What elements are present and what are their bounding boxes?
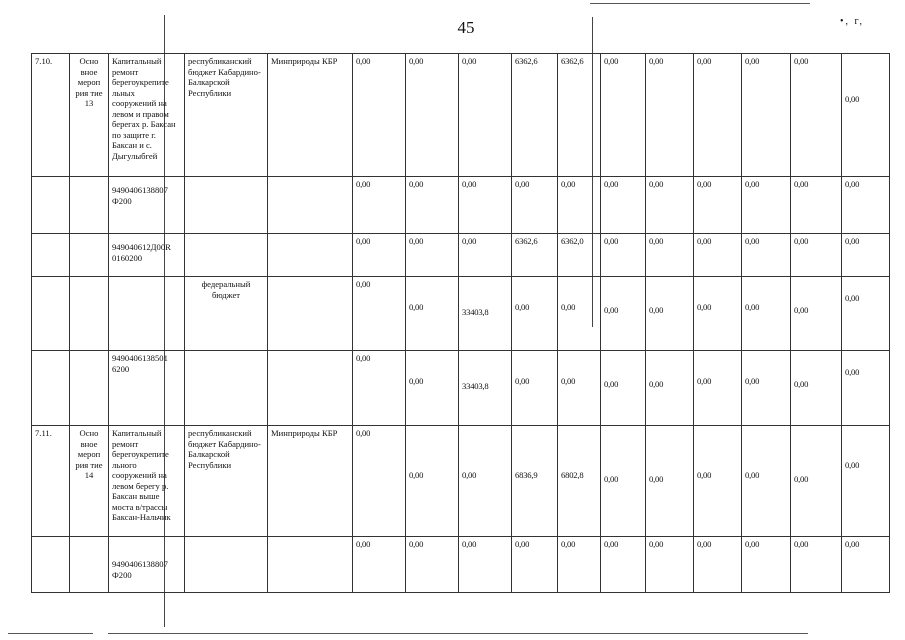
value-cell-text: 0,00 [649, 179, 664, 189]
event-type [70, 234, 109, 277]
value-cell [512, 277, 558, 351]
value-cell [694, 277, 742, 351]
value-cell [742, 537, 791, 593]
value-cell [353, 277, 406, 351]
value-cell [646, 277, 694, 351]
value-cell-text: 0,00 [845, 293, 860, 303]
value-cell-text: 0,00 [515, 179, 530, 189]
table-row [32, 426, 890, 537]
value-cell [791, 277, 842, 351]
value-cell-text: 0,00 [604, 179, 619, 189]
value-cell [694, 54, 742, 177]
value-cell [459, 177, 512, 234]
value-cell-text: 0,00 [409, 539, 424, 549]
executor [268, 351, 353, 426]
value-cell-text: 0,00 [697, 179, 712, 189]
value-cell [791, 537, 842, 593]
value-cell-text: 0,00 [462, 56, 477, 66]
row-number [32, 177, 70, 234]
value-cell-text: 0,00 [356, 56, 371, 66]
row-number: 7.11. [32, 426, 70, 537]
value-cell [353, 351, 406, 426]
value-cell-text: 0,00 [649, 56, 664, 66]
value-cell [646, 54, 694, 177]
value-cell [406, 277, 459, 351]
table-row [32, 234, 890, 277]
value-cell [353, 234, 406, 277]
event-type [70, 351, 109, 426]
value-cell [842, 426, 890, 537]
value-cell-text: 0,00 [462, 539, 477, 549]
value-cell-text: 0,00 [515, 376, 530, 386]
value-cell-text: 0,00 [745, 302, 760, 312]
value-cell [601, 177, 646, 234]
value-cell-text: 0,00 [604, 474, 619, 484]
value-cell [601, 277, 646, 351]
funding-source [185, 177, 268, 234]
value-cell-text: 0,00 [697, 470, 712, 480]
value-cell [842, 351, 890, 426]
value-cell [842, 177, 890, 234]
value-cell-text: 0,00 [745, 179, 760, 189]
value-cell-text: 0,00 [409, 376, 424, 386]
event-name: 9490406138807 Ф200 [109, 177, 185, 234]
funding-source: республиканский бюджет Кабардино-Балкарской Республики [185, 54, 268, 177]
value-cell [353, 426, 406, 537]
value-cell-text: 0,00 [462, 236, 477, 246]
value-cell-text: 0,00 [745, 539, 760, 549]
value-cell-text: 0,00 [356, 353, 371, 363]
value-cell-text: 0,00 [745, 376, 760, 386]
value-cell [791, 177, 842, 234]
value-cell [742, 54, 791, 177]
value-cell [459, 234, 512, 277]
value-cell [406, 537, 459, 593]
value-cell-text: 0,00 [649, 474, 664, 484]
value-cell-text: 0,00 [745, 56, 760, 66]
value-cell-text: 6836,9 [515, 470, 538, 480]
value-cell [353, 54, 406, 177]
value-cell [406, 351, 459, 426]
executor: Минприроды КБР [268, 54, 353, 177]
value-cell [406, 234, 459, 277]
scan-top-line [590, 3, 810, 4]
value-cell [459, 277, 512, 351]
value-cell-text: 0,00 [409, 470, 424, 480]
value-cell-text: 0,00 [561, 539, 576, 549]
value-cell [646, 234, 694, 277]
value-cell [512, 177, 558, 234]
value-cell [694, 177, 742, 234]
value-cell [406, 426, 459, 537]
funding-source [185, 234, 268, 277]
value-cell [694, 537, 742, 593]
value-cell [558, 351, 601, 426]
value-cell [512, 426, 558, 537]
value-cell [459, 537, 512, 593]
value-cell-text: 0,00 [409, 179, 424, 189]
value-cell [558, 426, 601, 537]
value-cell [353, 537, 406, 593]
value-cell-text: 0,00 [356, 179, 371, 189]
row-number [32, 234, 70, 277]
value-cell-text: 0,00 [794, 474, 809, 484]
value-cell-text: 0,00 [697, 539, 712, 549]
row-number [32, 277, 70, 351]
value-cell-text: 0,00 [794, 379, 809, 389]
value-cell-text: 0,00 [697, 236, 712, 246]
value-cell-text: 0,00 [515, 302, 530, 312]
value-cell-text: 0,00 [845, 539, 860, 549]
value-cell [742, 177, 791, 234]
table-row [32, 177, 890, 234]
value-cell-text: 0,00 [745, 470, 760, 480]
value-cell [694, 351, 742, 426]
value-cell-text: 0,00 [845, 179, 860, 189]
value-cell-text: 0,00 [697, 302, 712, 312]
value-cell [694, 234, 742, 277]
value-cell-text: 0,00 [604, 379, 619, 389]
value-cell [512, 234, 558, 277]
value-cell [791, 54, 842, 177]
value-cell-text: 33403,8 [462, 381, 489, 391]
executor [268, 277, 353, 351]
value-cell-text: 0,00 [649, 236, 664, 246]
funding-source [185, 351, 268, 426]
value-cell [459, 54, 512, 177]
value-cell [742, 351, 791, 426]
value-cell-text: 0,00 [409, 302, 424, 312]
page-number: 45 [457, 18, 475, 37]
value-cell [842, 537, 890, 593]
value-cell-text: 6362,6 [561, 56, 584, 66]
scan-bottom-line [8, 633, 93, 634]
value-cell [558, 277, 601, 351]
value-cell [558, 177, 601, 234]
executor [268, 234, 353, 277]
event-name [109, 277, 185, 351]
value-cell [601, 54, 646, 177]
value-cell-text: 0,00 [604, 305, 619, 315]
value-cell [406, 54, 459, 177]
funding-source: федеральный бюджет [185, 277, 268, 351]
value-cell [842, 54, 890, 177]
event-name: 9490406138807 Ф200 [109, 537, 185, 593]
row-number [32, 351, 70, 426]
value-cell [694, 426, 742, 537]
value-cell-text: 6802,8 [561, 470, 584, 480]
top-right-marks: •, г, [840, 16, 864, 27]
executor [268, 177, 353, 234]
table-row [32, 54, 890, 177]
budget-table [31, 53, 890, 593]
value-cell-text: 6362,6 [515, 56, 538, 66]
value-cell [791, 234, 842, 277]
value-cell-text: 0,00 [794, 56, 809, 66]
value-cell-text: 0,00 [604, 236, 619, 246]
value-cell [512, 537, 558, 593]
table-row [32, 277, 890, 351]
value-cell-text: 0,00 [462, 179, 477, 189]
value-cell [353, 177, 406, 234]
value-cell-text: 0,00 [794, 179, 809, 189]
event-type [70, 537, 109, 593]
value-cell [512, 351, 558, 426]
row-number [32, 537, 70, 593]
value-cell-text: 0,00 [561, 302, 576, 312]
value-cell [601, 426, 646, 537]
value-cell [512, 54, 558, 177]
value-cell [459, 351, 512, 426]
value-cell-text: 0,00 [409, 56, 424, 66]
value-cell [742, 426, 791, 537]
value-cell-text: 0,00 [845, 367, 860, 377]
event-type: Осно вное мероп рия тие 13 [70, 54, 109, 177]
value-cell [459, 426, 512, 537]
value-cell-text: 0,00 [745, 236, 760, 246]
value-cell-text: 6362,6 [515, 236, 538, 246]
table-row [32, 351, 890, 426]
value-cell-text: 0,00 [794, 305, 809, 315]
event-name: 9490406138501 6200 [109, 351, 185, 426]
value-cell [842, 277, 890, 351]
value-cell-text: 0,00 [356, 539, 371, 549]
value-cell [646, 177, 694, 234]
scan-bottom-line [108, 633, 808, 634]
value-cell-text: 0,00 [649, 539, 664, 549]
value-cell [742, 234, 791, 277]
value-cell [791, 351, 842, 426]
value-cell-text: 0,00 [649, 379, 664, 389]
funding-source: республиканский бюджет Кабардино-Балкарской Республики [185, 426, 268, 537]
value-cell [842, 234, 890, 277]
event-type: Осно вное мероп рия тие 14 [70, 426, 109, 537]
value-cell-text: 0,00 [697, 56, 712, 66]
table-row [32, 537, 890, 593]
value-cell-text: 0,00 [845, 460, 860, 470]
value-cell-text: 0,00 [794, 539, 809, 549]
value-cell [406, 177, 459, 234]
row-number: 7.10. [32, 54, 70, 177]
value-cell [791, 426, 842, 537]
event-type [70, 277, 109, 351]
value-cell-text: 0,00 [515, 539, 530, 549]
value-cell-text: 0,00 [356, 279, 371, 289]
value-cell-text: 0,00 [409, 236, 424, 246]
value-cell-text: 0,00 [604, 539, 619, 549]
value-cell-text: 0,00 [697, 376, 712, 386]
event-type [70, 177, 109, 234]
value-cell-text: 0,00 [845, 236, 860, 246]
value-cell [646, 351, 694, 426]
value-cell-text: 0,00 [604, 56, 619, 66]
value-cell [558, 54, 601, 177]
value-cell [558, 234, 601, 277]
value-cell-text: 0,00 [561, 376, 576, 386]
funding-source [185, 537, 268, 593]
value-cell [601, 537, 646, 593]
value-cell-text: 0,00 [356, 428, 371, 438]
value-cell-text: 33403,8 [462, 307, 489, 317]
value-cell-text: 0,00 [649, 305, 664, 315]
value-cell-text: 0,00 [794, 236, 809, 246]
executor: Минприроды КБР [268, 426, 353, 537]
event-name: Капитальный ремонт берегоукрепите льных сооружений на левом и правом берегах р. Баксан по защите г. Баксан и с. Дыгулыбгей [109, 54, 185, 177]
value-cell [646, 537, 694, 593]
value-cell [601, 351, 646, 426]
value-cell-text: 6362,0 [561, 236, 584, 246]
event-name: 949040612Д00R 0160200 [109, 234, 185, 277]
value-cell-text: 0,00 [462, 470, 477, 480]
value-cell [601, 234, 646, 277]
value-cell [646, 426, 694, 537]
value-cell-text: 0,00 [561, 179, 576, 189]
value-cell-text: 0,00 [356, 236, 371, 246]
value-cell [742, 277, 791, 351]
executor [268, 537, 353, 593]
value-cell-text: 0,00 [845, 94, 860, 104]
value-cell [558, 537, 601, 593]
event-name: Капитальный ремонт берегоукрепите льного сооружений на левом берегу р. Баксан выше моста в/трассы Баксан-Нальчик [109, 426, 185, 537]
